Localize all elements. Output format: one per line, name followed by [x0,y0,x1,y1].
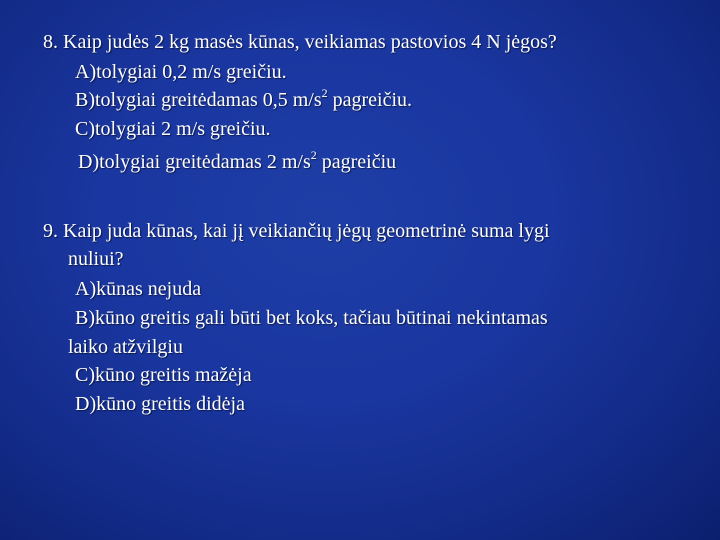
question-8-option-a: A)tolygiai 0,2 m/s greičiu. [75,61,287,83]
question-9-text-line1: 9. Kaip juda kūnas, kai jį veikiančių jėgų geometrinė suma lygi [43,220,550,242]
question-8-option-c: C)tolygiai 2 m/s greičiu. [75,118,271,140]
question-8-option-d-exponent: 2 [310,148,317,163]
question-8-option-b-suffix: pagreičiu. [327,89,413,111]
question-9-text-line2: nuliui? [68,248,124,270]
question-8-option-d-text: D)tolygiai greitėdamas 2 m/s [78,151,311,173]
question-8-option-d-suffix: pagreičiu [316,151,397,173]
question-8-option-b-text: B)tolygiai greitėdamas 0,5 m/s [75,89,322,111]
question-9-option-b-line2: laiko atžvilgiu [68,336,183,358]
question-8-text: 8. Kaip judės 2 kg masės kūnas, veikiamas pastovios 4 N jėgos? [43,31,557,53]
question-9-option-b-line1: B)kūno greitis gali būti bet koks, tačiau būtinai nekintamas [75,307,548,329]
question-9-option-a: A)kūnas nejuda [75,278,202,300]
question-8-option-b-exponent: 2 [321,86,328,101]
question-9-option-d: D)kūno greitis didėja [75,393,245,415]
question-8-option-d [78,150,396,174]
question-8-option-b [75,88,412,112]
question-9-option-c: C)kūno greitis mažėja [75,364,252,386]
